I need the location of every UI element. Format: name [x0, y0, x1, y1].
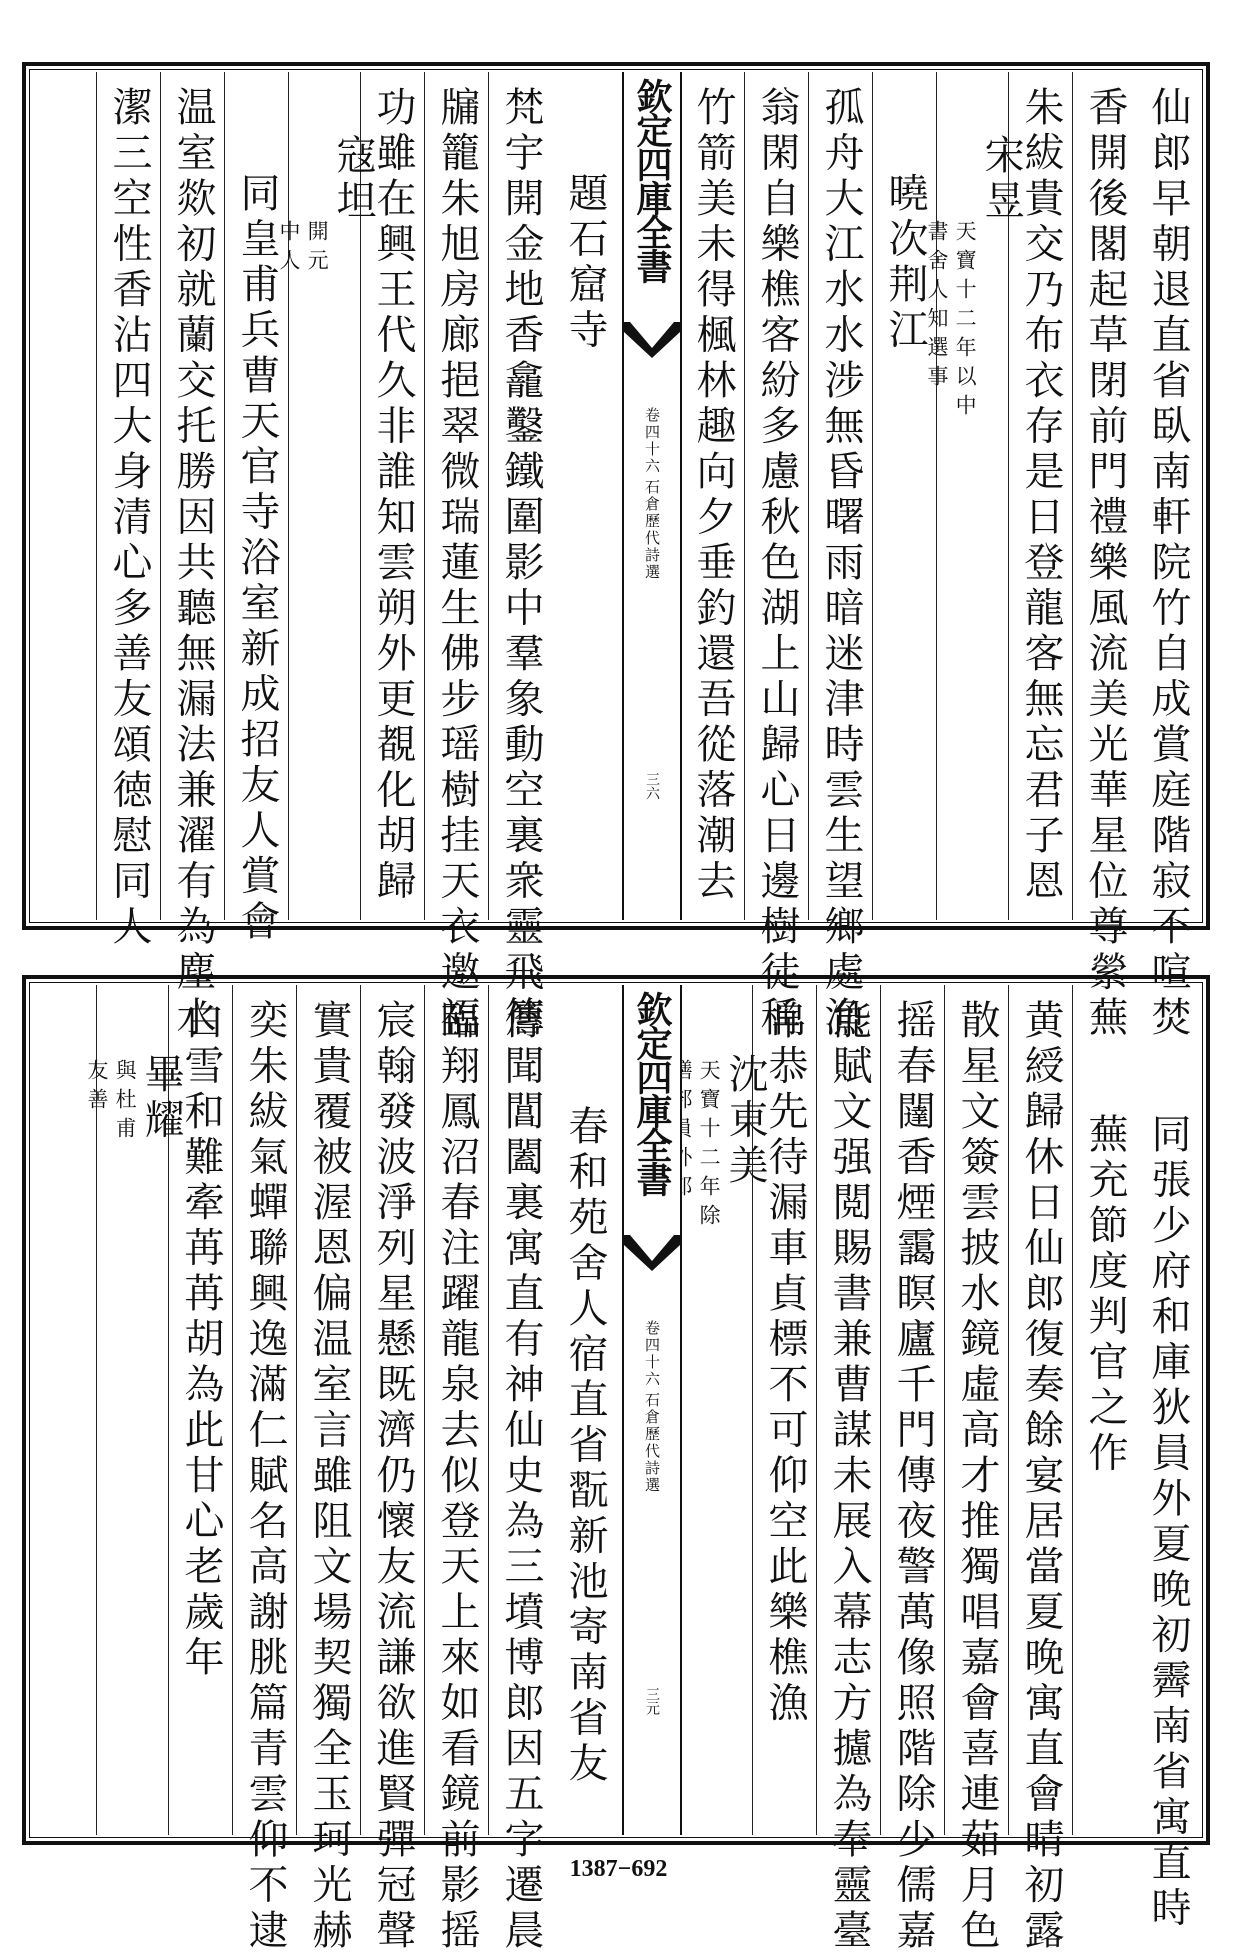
poem-line: 散星文簽雲披水鏡虛高才推獨唱嘉會喜連茹月色: [954, 999, 1000, 1955]
text-column: [680, 72, 745, 920]
author-column: [680, 985, 769, 1835]
text-column: [160, 72, 225, 1042]
poem-line: 孤舟大江水水涉無昏曙雨暗迷津時雲生望鄉處漁: [818, 86, 864, 1042]
author-note: 書舍人知選事: [925, 220, 949, 394]
gutter-book-info: [643, 1290, 661, 1494]
gutter-book-title: 石倉歷代詩選: [643, 1392, 661, 1494]
fishtail-mark: [624, 322, 680, 358]
poem-line: 朱紱貴交乃布衣存是日登龍客無忘君子恩: [1018, 86, 1064, 905]
poem-line: 竹箭美未得楓林趣向夕垂釣還吾從落潮去: [690, 86, 736, 905]
author-note: 與杜甫: [113, 1059, 138, 1146]
author-name: 寇坦: [330, 134, 377, 225]
text-column: [1136, 72, 1200, 1042]
poem-line: 温室欻初就蘭交托勝因共聽無漏法兼濯有為塵水: [170, 86, 216, 1042]
gutter-book-title: 石倉歷代詩選: [643, 479, 661, 581]
poem-line: 梵宇開金地香龕鑿鐵圍影中羣象動空裏衆靈飛簷: [498, 86, 544, 1042]
text-column: [944, 985, 1009, 1955]
author-note: 中人: [277, 220, 301, 278]
poem-line: 奕朱紱氣蟬聯興逸滿仁賦名高謝朓篇青雲仰不逮: [242, 999, 288, 1955]
poem-line: 能賦文强閲賜書兼曹謀未展入幕志方攄為奉靈臺: [826, 999, 872, 1955]
poem-title: 同皇甫兵曹天官寺浴室新成招友人賞會: [234, 172, 280, 946]
poem-line: 黄綬歸休日仙郎復奏餘宴居當夏晚寓直會晴初露: [1018, 999, 1064, 1955]
author-name: 沈東美: [722, 1053, 769, 1190]
center-gutter: [622, 985, 682, 1835]
text-column: [96, 72, 161, 951]
page-footer-code: 1387−692: [569, 1856, 668, 1882]
text-column: [424, 72, 489, 1042]
poem-line: 潔三空性香沾四大身清心多善友頌徳慰同人: [106, 86, 152, 951]
poem-title: 蕪充節度判官之作: [1082, 1113, 1128, 1477]
text-column: [1008, 985, 1073, 1955]
fishtail-mark: [624, 1235, 680, 1271]
author-name: 宋昱: [978, 134, 1025, 225]
poem-line: 傳聞閶闔裏寓直有神仙史為三墳博郎因五字遷晨: [498, 999, 544, 1955]
poem-title: 同張少府和庫狄員外夏晚初霽南省寓直時: [1145, 1113, 1191, 1932]
author-note: 開元: [305, 220, 330, 278]
text-column: [424, 985, 489, 1955]
poem-line: 翁閑自樂樵客紛多慮秋色湖上山歸心日邊樹徒稱: [754, 86, 800, 1042]
gutter-page-number: 三六: [644, 772, 660, 800]
author-note: 天寶十二年以中: [953, 220, 978, 423]
author-column: [277, 72, 377, 920]
poem-line: 實貴覆被渥恩偏温室言雖阻文場契獨全玉珂光赫: [306, 999, 352, 1955]
poem-line: 仙郎早朝退直省臥南軒院竹自成賞庭階寂不喧焚: [1145, 86, 1191, 1042]
text-column: [816, 985, 881, 1955]
gutter-volume: 卷四十六: [643, 407, 661, 475]
text-column: [488, 72, 553, 1042]
text-column: [872, 72, 937, 920]
text-column: [808, 72, 873, 1042]
text-column: [744, 72, 809, 1042]
gutter-book-info: [643, 377, 661, 581]
poem-line: 功雖在興王代久非誰知雲朔外更覩化胡歸: [370, 86, 416, 905]
text-column: [1136, 985, 1200, 1932]
text-column: [224, 72, 289, 946]
poem-line: 白雪和難牽苒苒胡為此甘心老歲年: [178, 999, 224, 1682]
text-column: [552, 985, 618, 1835]
author-note: 友善: [85, 1059, 109, 1117]
author-name: 畢耀: [138, 1053, 185, 1144]
poem-line: 牖籠朱旭房廊挹翠微瑞蓮生佛步瑶樹挂天衣邀福: [434, 86, 480, 1042]
text-column: [296, 985, 361, 1955]
gutter-heading: 欽定四庫全書: [631, 78, 673, 282]
text-column: [360, 985, 425, 1955]
poem-line: 摇春闥香煙靄瞑廬千門傳夜警萬像照階除少儒嘉: [890, 999, 936, 1955]
text-column: [552, 72, 618, 920]
text-column: [880, 985, 945, 1955]
gutter-heading: 欽定四庫全書: [631, 991, 673, 1195]
text-column: [1072, 985, 1137, 1835]
top-page: [22, 62, 1210, 1042]
author-column: [925, 72, 1025, 920]
poem-line: 臨翔鳳沼春注躍龍泉去似登天上來如看鏡前影摇: [434, 999, 480, 1955]
text-column: [232, 985, 297, 1955]
text-column: [488, 985, 553, 1955]
center-gutter: [622, 72, 682, 920]
poem-line: 帛恭先待漏車貞標不可仰空此樂樵漁: [762, 999, 808, 1727]
poem-title: 曉次荆江: [882, 172, 928, 354]
gutter-page-number: 三元: [644, 1687, 660, 1715]
poem-title: 春和苑舍人宿直省翫新池寄南省友: [562, 1105, 608, 1788]
author-note: 天寶十二年除: [697, 1059, 722, 1233]
gutter-volume: 卷四十六: [643, 1320, 661, 1388]
poem-line: 香開後閣起草閉前門禮樂風流美光華星位尊縈蕪: [1082, 86, 1128, 1042]
author-column: [85, 985, 185, 1835]
poem-title: 題石窟寺: [562, 172, 608, 354]
text-column: [1072, 72, 1137, 1042]
text-columns: [32, 72, 1200, 1042]
poem-line: 宸翰發波淨列星懸既濟仍懷友流謙欲進賢彈冠聲: [370, 999, 416, 1955]
